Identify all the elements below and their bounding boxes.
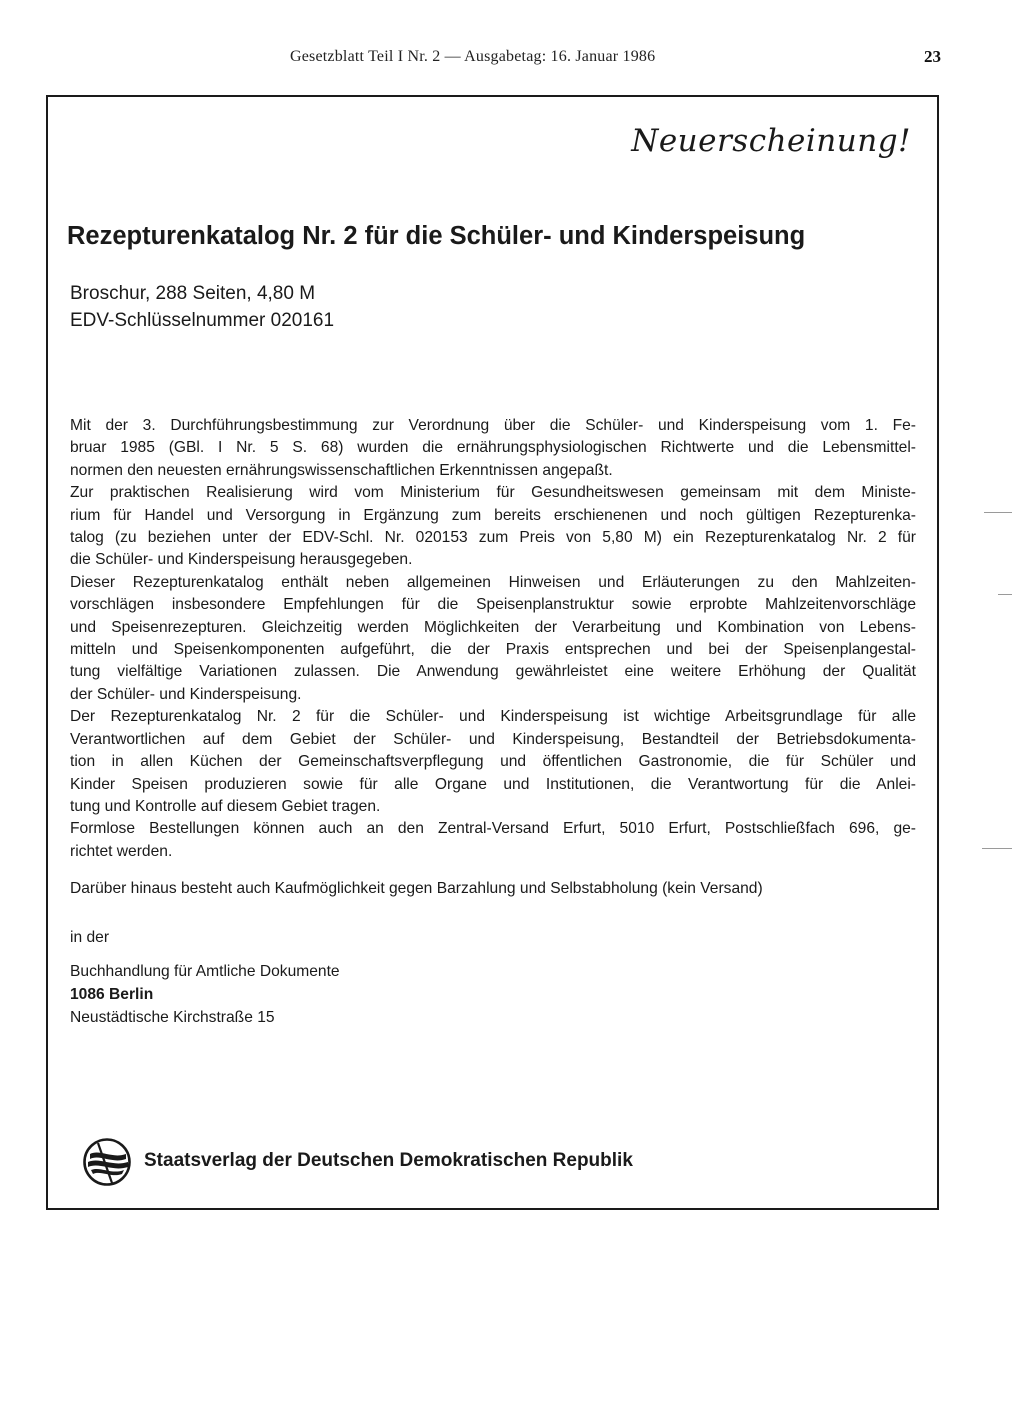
book-meta xyxy=(70,280,334,334)
store-street: Neustädtische Kirchstraße 15 xyxy=(70,1009,275,1026)
store-city: 1086 Berlin xyxy=(70,986,154,1003)
body-line: tung und Kontrolle auf diesem Gebiet tragen. xyxy=(70,797,381,815)
body-line: talog (zu beziehen unter der EDV-Schl. Nr. 020153 zum Preis von 5,80 M) ein Rezepturenkatalog Nr. 2 für xyxy=(70,529,916,547)
publisher-name: Staatsverlag der Deutschen Demokratischen Republik xyxy=(144,1150,633,1171)
book-title: Rezepturenkatalog Nr. 2 für die Schüler- und Kinderspeisung xyxy=(67,222,806,250)
body-line: die Schüler- und Kinderspeisung herausgegeben. xyxy=(70,551,413,569)
scan-mark xyxy=(982,848,1012,849)
edp-key-line: EDV-Schlüsselnummer 020161 xyxy=(70,310,335,331)
body-line: der Schüler- und Kinderspeisung. xyxy=(70,685,302,703)
body-line: mitteln und Speisenkomponenten aufgeführt, die der Praxis entsprechen und bei der Speisenplangestal- xyxy=(70,641,916,659)
body-line: rium für Handel und Versorgung in Ergänzung zum bereits erschienenen und noch gültigen Rezepturenka- xyxy=(70,506,916,524)
body-line: bruar 1985 (GBl. I Nr. 5 S. 68) wurden die ernährungsphysiologischen Richtwerte und die Lebensmittel- xyxy=(70,439,916,457)
store-name: Buchhandlung für Amtliche Dokumente xyxy=(70,963,340,980)
body-line: richtet werden. xyxy=(70,842,173,860)
body-line: normen den neuesten ernährungswissenschaftlichen Erkenntnissen angepaßt. xyxy=(70,461,613,479)
format-line: Broschur, 288 Seiten, 4,80 M xyxy=(70,283,316,304)
store-address xyxy=(70,960,340,1029)
body-line: vorschlägen insbesondere Empfehlungen für die Speisenplanstruktur sowie erprobte Mahlzeitenvorschläge xyxy=(70,596,916,614)
scan-mark xyxy=(984,512,1012,513)
body-line: Dieser Rezepturenkatalog enthält neben allgemeinen Hinweisen und Erläuterungen zu den Mahlzeiten- xyxy=(70,573,916,591)
body-line: Verantwortlichen auf dem Gebiet der Schüler- und Kinderspeisung, Bestandteil der Betriebsdokumenta- xyxy=(70,730,916,748)
body-line: Zur praktischen Realisierung wird vom Ministerium für Gesundheitswesen gemeinsam mit dem Ministe- xyxy=(70,484,916,502)
scan-mark xyxy=(998,594,1012,595)
body-line: tion in allen Küchen der Gemeinschaftsverpflegung und öffentlichen Gastronomie, die für Schüler und xyxy=(70,753,916,771)
purchase-note: Darüber hinaus besteht auch Kaufmöglichkeit gegen Barzahlung und Selbstabholung (kein Versand) xyxy=(70,880,763,897)
running-title: Gesetzblatt Teil I Nr. 2 — Ausgabetag: 16. Januar 1986 xyxy=(290,48,656,65)
publisher-logo-icon xyxy=(82,1137,132,1187)
running-header xyxy=(0,48,1024,72)
publisher-block xyxy=(82,1137,782,1187)
announcement-frame xyxy=(46,95,939,1210)
body-line: Der Rezepturenkatalog Nr. 2 für die Schüler- und Kinderspeisung ist wichtige Arbeitsgrundlage für alle xyxy=(70,708,916,726)
announcement-heading: Neuerscheinung! xyxy=(631,123,911,159)
body-line: tung vielfältige Variationen zulassen. Die Anwendung gewährleistet eine weitere Erhöhung der Qualität xyxy=(70,663,916,681)
body-line: Mit der 3. Durchführungsbestimmung zur Verordnung über die Schüler- und Kinderspeisung vom 1. Fe- xyxy=(70,417,916,434)
page-number: 23 xyxy=(924,47,941,66)
body-text xyxy=(70,415,916,863)
body-line: Formlose Bestellungen können auch an den Zentral-Versand Erfurt, 5010 Erfurt, Postschließfach 696, ge- xyxy=(70,820,916,838)
body-line: Kinder Speisen produzieren sowie für alle Organe und Institutionen, die Verantwortung für die Anlei- xyxy=(70,775,916,793)
body-line: und Speisenrezepturen. Gleichzeitig werden Möglichkeiten der Verarbeitung und Kombination von Lebens- xyxy=(70,618,916,636)
in-der-label: in der xyxy=(70,929,110,946)
